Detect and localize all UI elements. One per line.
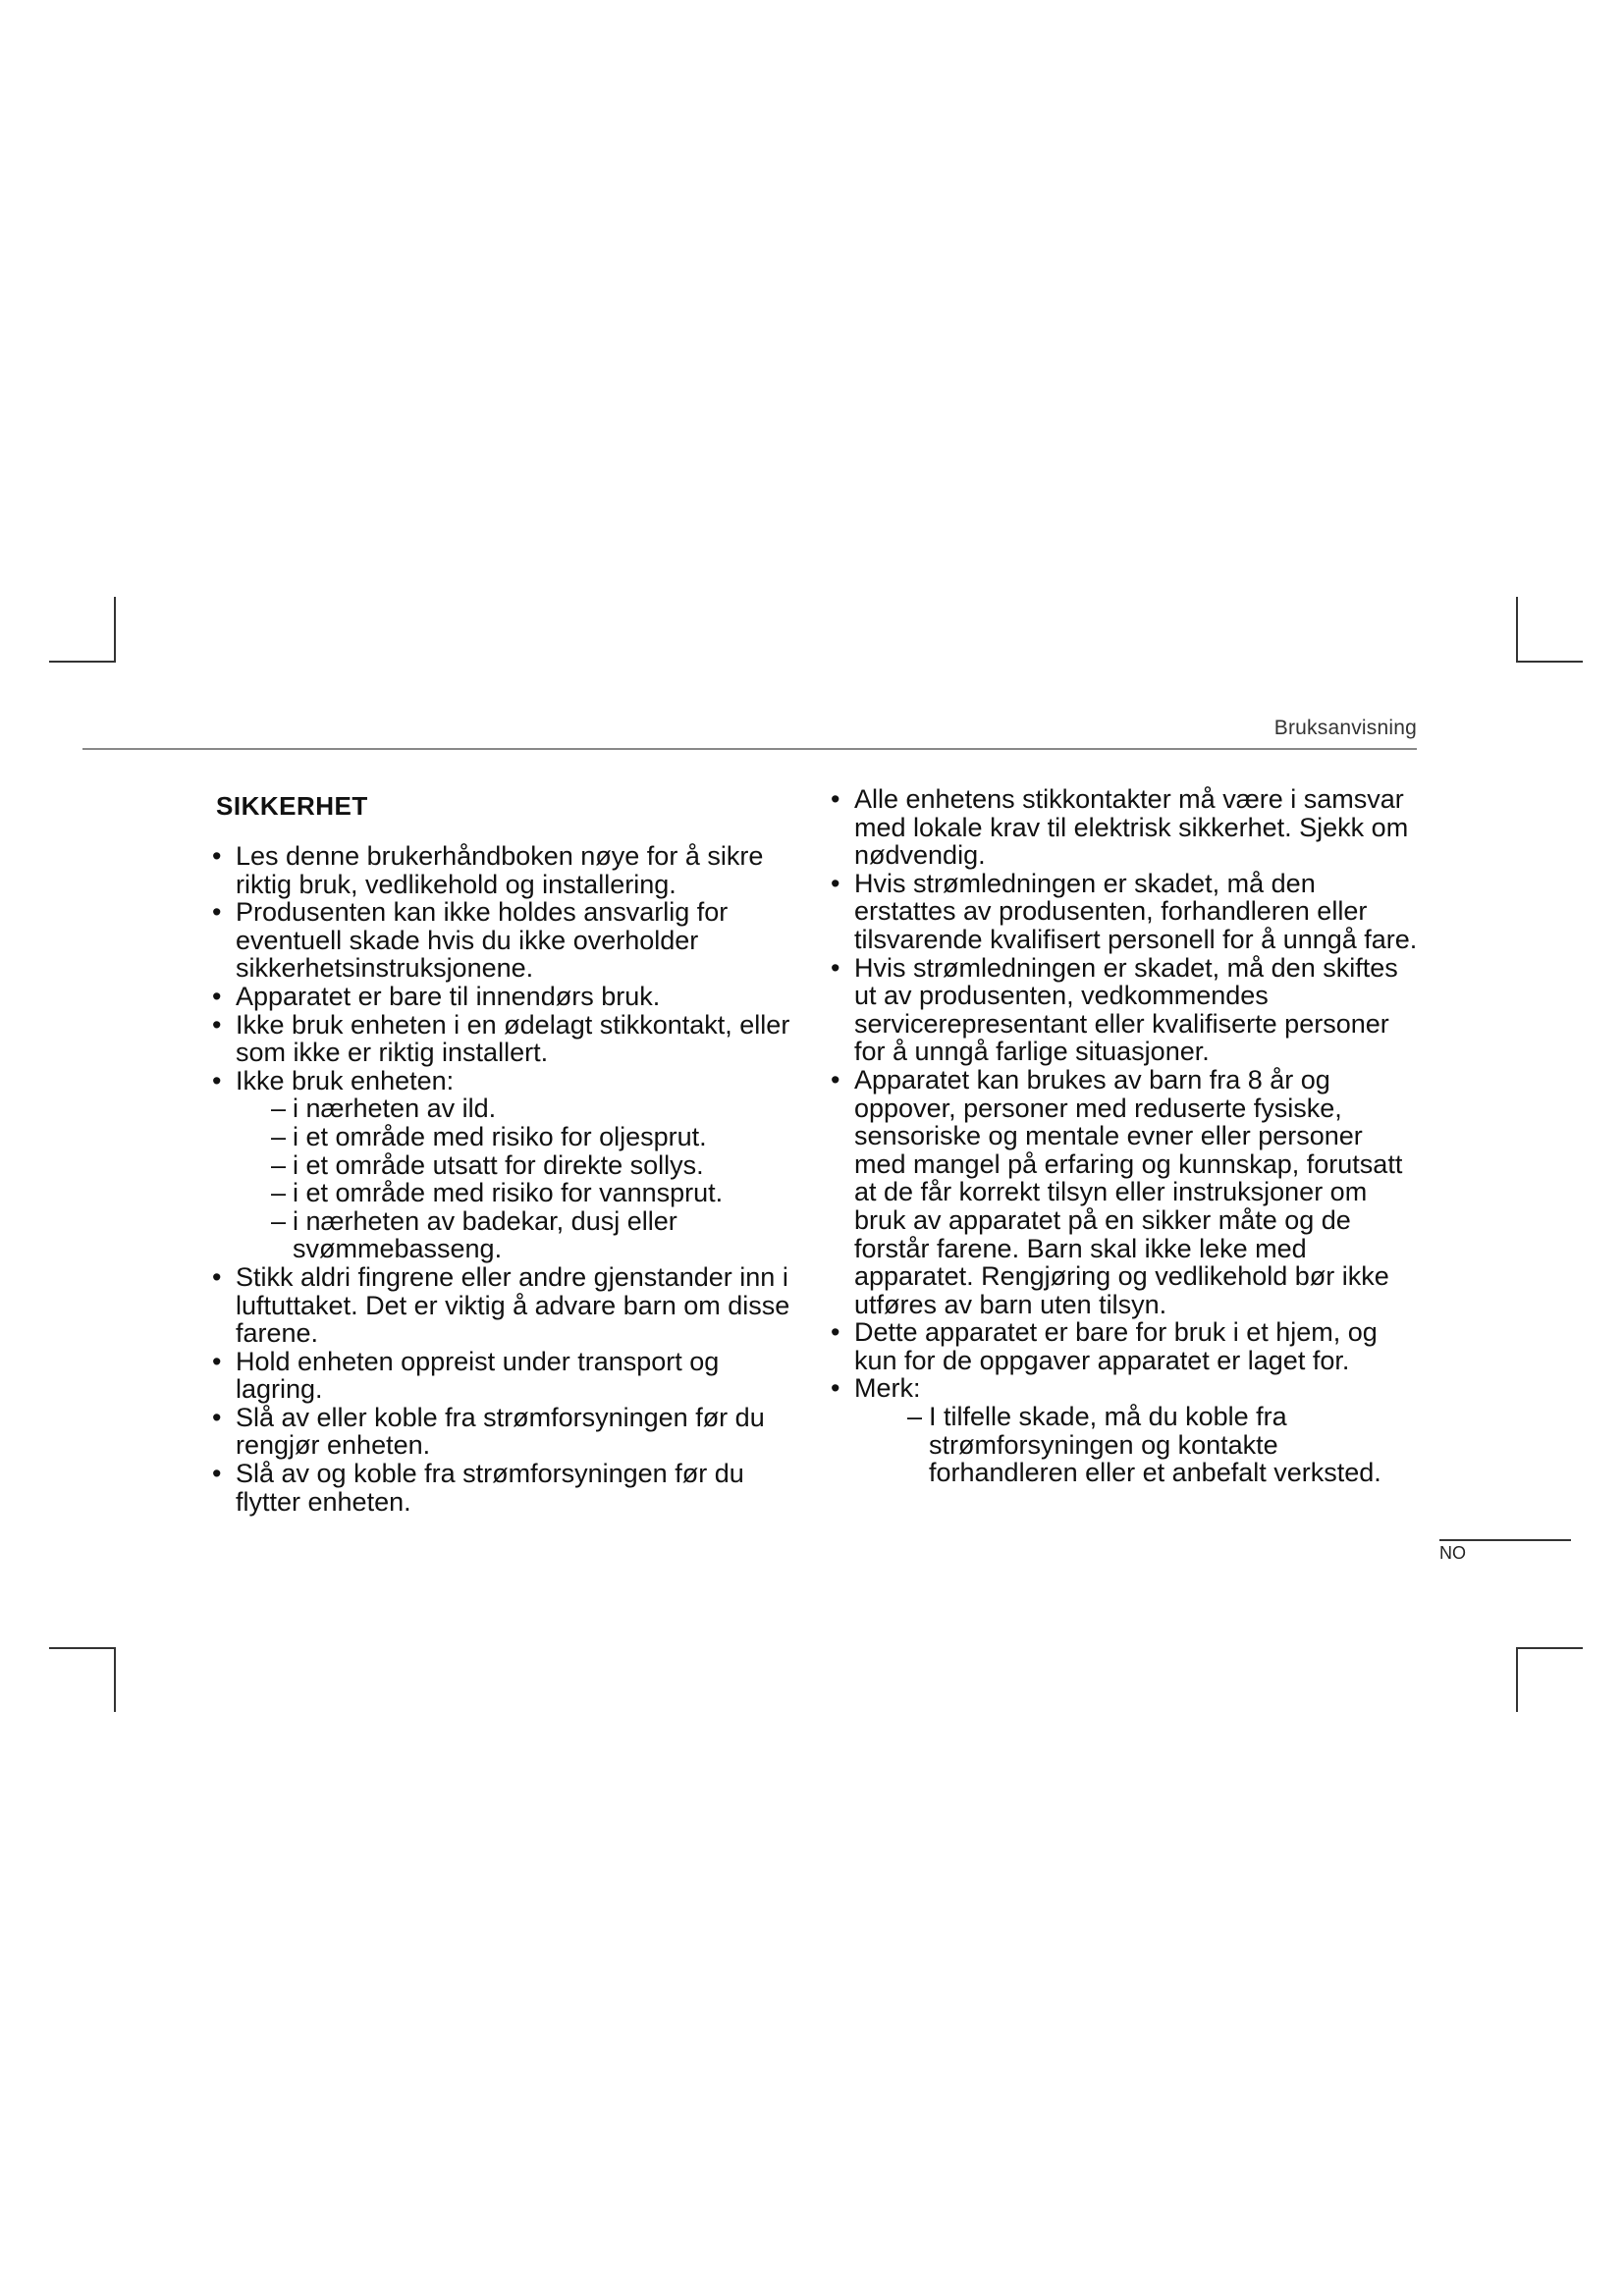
list-item-text: Ikke bruk enheten: <box>236 1065 455 1095</box>
list-item: • Slå av og koble fra strømforsyningen før du flytter enheten. <box>212 1460 801 1516</box>
crop-mark-top-right-v <box>1516 597 1518 662</box>
list-item: • Dette apparatet er bare for bruk i et hjem, og kun for de oppgaver apparatet er laget for. <box>831 1318 1420 1374</box>
sub-list-item: – i et område utsatt for direkte sollys. <box>236 1151 801 1180</box>
sub-list <box>236 1095 801 1263</box>
list-item <box>831 1374 1420 1486</box>
crop-mark-top-left-v <box>114 597 116 662</box>
section-title: SIKKERHET <box>216 791 368 821</box>
crop-mark-top-right-h <box>1516 661 1583 663</box>
crop-mark-bottom-right-v <box>1516 1647 1518 1712</box>
list-item: • Les denne brukerhåndboken nøye for å sikre riktig bruk, vedlikehold og installering. <box>212 842 801 898</box>
crop-mark-bottom-right-h <box>1516 1647 1583 1649</box>
language-code: NO <box>1439 1543 1466 1563</box>
crop-mark-top-left-h <box>49 661 116 663</box>
sub-list <box>854 1403 1420 1487</box>
crop-mark-bottom-left-h <box>49 1647 116 1649</box>
sub-list-item: – i nærheten av ild. <box>236 1095 801 1123</box>
right-bullet-list <box>831 785 1420 1487</box>
sub-list-item: – i et område med risiko for vannsprut. <box>236 1179 801 1207</box>
list-item: • Alle enhetens stikkontakter må være i samsvar med lokale krav til elektrisk sikkerhet. Sjekk om nødvendig. <box>831 785 1420 870</box>
sub-list-item: – i et område med risiko for oljesprut. <box>236 1123 801 1151</box>
list-item: • Hvis strømledningen er skadet, må den erstattes av produsenten, forhandleren eller tilsvarende kvalifisert personell for å unngå fare. <box>831 870 1420 954</box>
list-item <box>212 1067 801 1263</box>
sub-list-item: – I tilfelle skade, må du koble fra strømforsyningen og kontakte forhandleren eller et anbefalt verksted. <box>854 1403 1420 1487</box>
left-bullet-list <box>212 842 801 1516</box>
header-label: Bruksanvisning <box>1273 717 1417 739</box>
list-item: • Hvis strømledningen er skadet, må den skiftes ut av produsenten, vedkommendes servicerepresentant eller kvalifiserte personer for å unngå farlige situasjoner. <box>831 954 1420 1066</box>
list-item: • Produsenten kan ikke holdes ansvarlig for eventuell skade hvis du ikke overholder sikkerhetsinstruksjonene. <box>212 898 801 983</box>
list-item: • Apparatet kan brukes av barn fra 8 år og oppover, personer med reduserte fysiske, sensoriske og mentale evner eller personer med mangel på erfaring og kunnskap, forutsatt at de får korrekt tilsyn eller instruksjoner om bruk av apparatet på en sikker måte og de forstår farene. Barn skal ikke leke med apparatet. Rengjøring og vedlikehold bør ikke utføres av barn uten tilsyn. <box>831 1066 1420 1318</box>
left-column <box>212 842 801 1516</box>
list-item: • Hold enheten oppreist under transport og lagring. <box>212 1348 801 1404</box>
list-item: • Ikke bruk enheten i en ødelagt stikkontakt, eller som ikke er riktig installert. <box>212 1011 801 1067</box>
list-item: • Apparatet er bare til innendørs bruk. <box>212 983 801 1011</box>
sub-list-item: – i nærheten av badekar, dusj eller svømmebasseng. <box>236 1207 801 1263</box>
footer-rule <box>1439 1539 1571 1541</box>
list-item: • Stikk aldri fingrene eller andre gjenstander inn i luftuttaket. Det er viktig å advare barn om disse farene. <box>212 1263 801 1348</box>
list-item: • Slå av eller koble fra strømforsyningen før du rengjør enheten. <box>212 1404 801 1460</box>
list-item-text: Merk: <box>854 1373 921 1404</box>
right-column <box>831 785 1420 1487</box>
header-rule <box>82 748 1417 750</box>
crop-mark-bottom-left-v <box>114 1647 116 1712</box>
